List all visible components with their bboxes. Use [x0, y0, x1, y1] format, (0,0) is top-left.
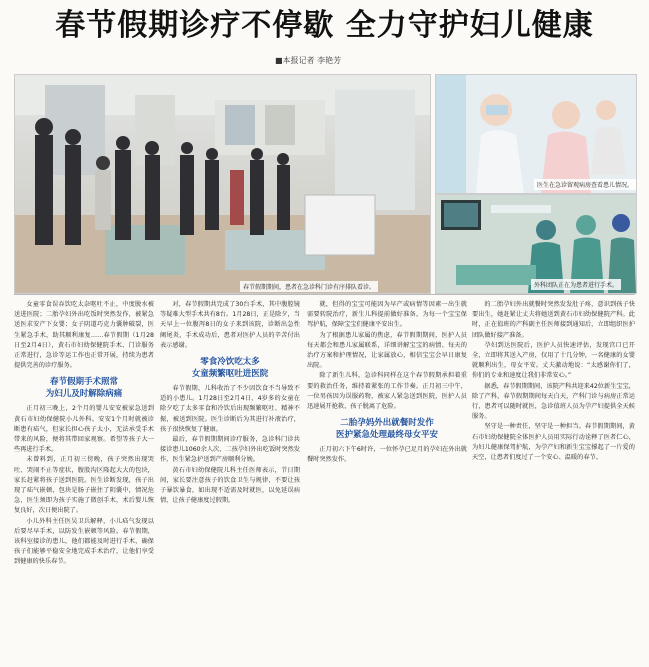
subheading-3 — [307, 417, 467, 441]
paragraph: 为了根据患儿家属的焦虑，春节假期期间，医护人员每天都会和患儿家属联系，详细讲解宝宝的病情、每天的治疗方案和护理情况，让家属放心，相信宝宝会早日康复出院。 — [307, 331, 467, 370]
headline: 春节假期诊疗不停歇 全力守护妇儿健康 — [55, 8, 594, 43]
subheading-line: 女童频繁呕吐进医院 — [191, 369, 269, 380]
divider-line — [14, 294, 635, 295]
subheading-line: 为妇儿及时解除病痛 — [45, 389, 123, 400]
article-column-2 — [160, 300, 300, 660]
article-column-3 — [307, 300, 467, 660]
top-right-photo-caption: 医生在急诊留观病房查看患儿情况。 — [534, 179, 636, 190]
paragraph: 未曾料到，正月初三傍晚，孩子突然出现哭吐、哭闹不止等症状，腹股沟区隆起大大的包块，家长赶紧将孩子送到医院。医生诊断发现，孩子出现了疝气嵌顿，包块是肠子嵌住了阴囊中，情况危急，医生须即为孩子实施了微创手术，术后婴儿恢复良好，次日便出院了。 — [14, 456, 154, 515]
paragraph: 正月初六下午6时许，一位怀孕已足月的孕妇在外出就餐时突然发作。 — [307, 446, 467, 464]
paragraph: 黄石市妇幼保健院儿科主任医师表示，节日期间，家长要注意孩子的饮食卫生与规律，不要让孩子暴饮暴食，如出现不适需及时就医，以免延误病情，让孩子健康度过假期。 — [160, 466, 300, 505]
byline: ■本报记者 李艳芳 — [275, 56, 342, 65]
doctor-child-illustration — [436, 75, 636, 193]
paragraph: 正月初三晚上，2个月的婴儿安安被家急送到黄石市妇幼保健院小儿外科。安安1个月时就被诊断患有疝气，但家长担心孩子太小，无法承受手术带来的风险，便将其带回家观察。希望等孩子大一些再进行手术。 — [14, 405, 154, 454]
article-column-4 — [472, 300, 635, 660]
paragraph: 对，春节假期共完成了30台手术，其中腹腔镜等疑难大型手术共有8台。1月28日，正是除夕，当天早上一位腹泻8日的女子来到该院，诊断出急性阑尾炎，手术成功后，患者对医护人员的辛苦付出表示感谢。 — [160, 301, 300, 349]
subheading-line: 零食冷饮吃太多 — [200, 357, 260, 368]
hospital-hallway-illustration — [15, 75, 430, 293]
paragraph: 除了新生儿科，急诊科同样在这个春节假期承担着重要的救治任务，维持着紧张的工作节奏。正月初三中午，一位男孩因为误服药物，被家人紧急送到医院，医护人员迅速展开抢救，孩子脱离了危险。 — [307, 372, 467, 411]
subheading-line: 二胎孕妈外出就餐时发作 — [340, 418, 434, 429]
subheading-line: 春节假期手术照常 — [49, 377, 118, 388]
paragraph: 最后，春节假期期间诊疗服务，急诊科门诊共接诊患儿1060余人次，二孩孕妇外出吃饭时突然发作，医生紧急护送到产房顺利分娩。 — [160, 436, 300, 464]
subheading-2 — [160, 356, 300, 380]
paragraph: 的二胎孕妇外出就餐时突然发发肚子疼，意识到孩子快要出生，她赶紧让丈夫将她送到黄石市妇幼保健院产科。此时，正在值班的产科副主任医师接到通知后，立即组织医护团队做好接产准备。 — [472, 301, 635, 339]
paragraph: 孕妇到达医院后，医护人员快速评估，发现宫口已开全，立即将其送入产房，仅用了十几分钟，一名健康的女婴就顺利出生，母女平安。丈夫激动地说：“太感谢你们了，你们的专业和速度让我们非常安心。” — [472, 341, 635, 380]
bottom-right-photo — [435, 194, 637, 294]
main-photo — [14, 74, 431, 294]
paragraph: 就，但得的宝宝可能因为早产或病情等因素一出生就需要转院治疗，新生儿科提前做好准备，为每一个宝宝保驾护航，保障宝宝们健康平安出生。 — [307, 301, 467, 329]
article-column-1 — [14, 300, 154, 660]
top-right-photo — [435, 74, 637, 194]
main-photo-caption: 春节假期期间，患者在急诊科门诊有序排队看诊。 — [240, 281, 378, 292]
subheading-1 — [14, 376, 154, 400]
paragraph: 据悉，春节假期期间，该院产科共迎来42位新生宝宝，除了产科，春节假期期间每天白天，产科门诊与病房正常运行，患者可以随时就医，急诊值班人员为孕产妇提供全天候服务。 — [472, 382, 635, 421]
paragraph: 坚守是一种责任，坚守是一种担当。春节假期期间，黄石市妇幼保健院全体医护人员用实际行动诠释了医者仁心，为妇儿健康保驾护航，为孕产妇和新生宝宝撑起了一片爱的天空，让患者们度过了一个安心、温暖的春节。 — [472, 423, 635, 462]
bottom-right-photo-caption: 外科团队正在为患者进行手术。 — [531, 279, 621, 290]
paragraph: 春节假期，儿科收治了不少因饮食不当导致不适的小患儿。1月28日至2月4日，4岁多的女童在除夕吃了太多零食和冷饮后出现频繁呕吐、精神不振，被送到医院。医生诊断后为其进行补液治疗，孩子很快恢复了健康。 — [160, 385, 300, 433]
paragraph: 小儿外科主任医吴卫兵解释，小儿疝气发现以后要尽早手术，以防发生嵌顿等风险。春节假期，该科室接诊的患儿，他们都能及时进行手术，确保孩子们能够平稳安全地完成手术治疗，让他们享受到健康的快乐春节。 — [14, 517, 154, 566]
paragraph: 女童零食误吞饮吃太杂呕吐不止，中度脱水被送进医院；二胎孕妇外出吃饭时突然发作，被紧急送医求安产下女婴；女子阴道巧克力囊肿破裂，医生紧急手术，助其顺利康复……春节假期（1月28日至2月4日），黄石市妇幼保健院手术、门诊服务正常进行，急诊等运工作也正常开展，持续为患者提供完善的诊疗服务。 — [14, 301, 154, 370]
subheading-line: 医护紧急处理最终母女平安 — [335, 430, 438, 441]
